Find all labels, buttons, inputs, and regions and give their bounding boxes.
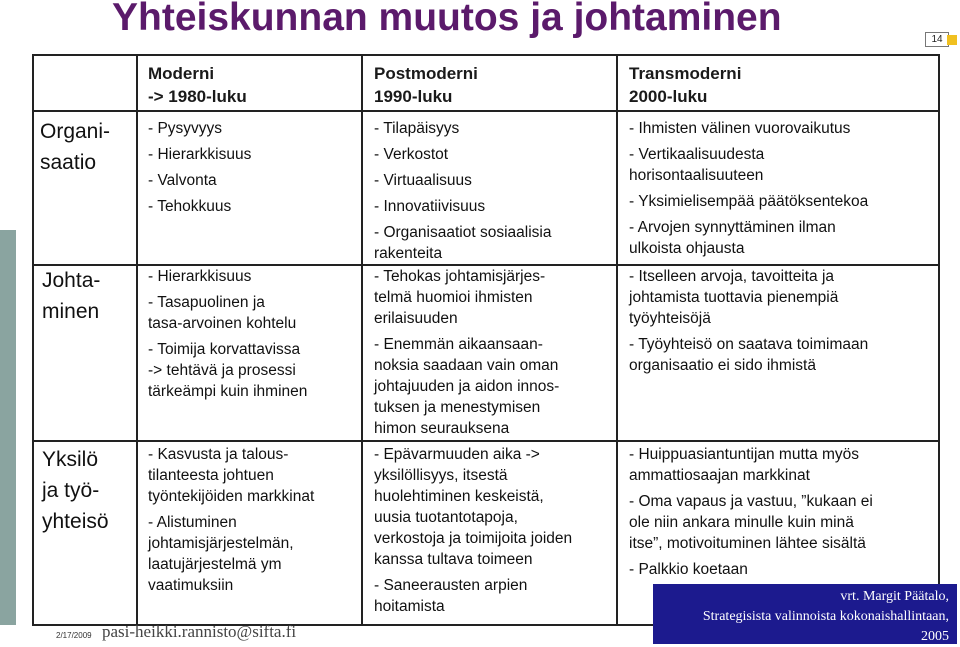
bullet-line: - Alistuminen [148,514,237,531]
bullet-line: himon seurauksena [374,420,510,437]
cell-johtaminen-postmoderni [374,266,614,439]
bullet-item [629,444,939,486]
bullet-line: - Organisaatiot sosiaalisia [374,224,552,241]
column-divider-2 [361,54,363,626]
bullet-line: - Arvojen synnyttäminen ilman [629,219,836,236]
footer-date: 2/17/2009 [56,631,92,640]
slide-title: Yhteiskunnan muutos ja johtaminen [112,0,782,39]
page-number: 14 [925,32,949,47]
credit-line-1: vrt. Margit Päätalo, [840,589,949,604]
row-header-yksilo: Yksilö ja työ- yhteisö [42,448,109,533]
bullet-item [629,118,939,139]
bullet-line: - Saneerausten arpien [374,577,528,594]
bullet-line: - Epävarmuuden aika -> [374,446,540,463]
bullet-line: tasa-arvoinen kohtelu [148,315,297,332]
bullet-line: johtamista tuottavia pienempiä [629,289,839,306]
bullet-item [148,292,358,334]
bullet-line: vaatimuksiin [148,577,234,594]
credit-line-3: 2005 [921,629,949,644]
bullet-line: - Itselleen arvoja, tavoitteita ja [629,268,835,285]
bullet-item [374,575,614,617]
bullet-line: organisaatio ei sido ihmistä [629,357,816,374]
bullet-line: noksia saadaan vain oman [374,357,559,374]
bullet-line: itse”, motivoituminen lähtee sisältä [629,535,866,552]
bullet-line: tilanteesta johtuen [148,467,274,484]
cell-yksilo-transmoderni [629,444,939,580]
bullet-item [148,118,358,139]
bullet-line: - Verkostot [374,146,449,163]
bullet-line: horisontaalisuuteen [629,167,764,184]
bullet-line: kanssa tultava toimeen [374,551,533,568]
bullet-line: - Tasapuolinen ja [148,294,265,311]
row-header-johtaminen: Johta- minen [42,269,101,323]
bullet-line: työyhteisöjä [629,310,711,327]
bullet-line: - Toimija korvattavissa [148,341,301,358]
column-header-transmoderni: Transmoderni 2000-luku [629,64,742,106]
bullet-line: - Työyhteisö on saatava toimimaan [629,336,869,353]
bullet-line: verkostoja ja toimijoita joiden [374,530,573,547]
bullet-line: telmä huomioi ihmisten [374,289,533,306]
bullet-line: - Innovatiivisuus [374,198,486,215]
bullet-line: työntekijöiden markkinat [148,488,315,505]
bullet-line: - Tehokkuus [148,198,232,215]
bullet-item [374,222,614,264]
bullet-item [374,334,614,439]
bullet-line: ole niin ankara minulle kuin minä [629,514,854,531]
bullet-item [374,170,614,191]
cell-organisaatio-transmoderni [629,118,939,259]
bullet-item [629,491,939,554]
bullet-line: - Hierarkkisuus [148,268,252,285]
bullet-item [374,266,614,329]
bullet-line: - Valvonta [148,172,217,189]
cell-yksilo-postmoderni [374,444,614,617]
left-decorative-band [0,230,16,625]
bullet-line: - Tehokas johtamisjärjes- [374,268,546,285]
header-divider [32,110,940,112]
cell-organisaatio-postmoderni [374,118,614,264]
bullet-item [148,196,358,217]
bullet-line: - Oma vapaus ja vastuu, ”kukaan ei [629,493,873,510]
bullet-line: - Palkkio koetaan [629,561,748,578]
cell-organisaatio-moderni [148,118,358,217]
bullet-item [629,334,939,376]
bullet-line: johtamisjärjestelmän, [148,535,294,552]
bullet-item [374,144,614,165]
bullet-line: uusia tuotantotapoja, [374,509,518,526]
bullet-line: - Vertikaalisuudesta [629,146,765,163]
bullet-item [148,512,358,596]
bullet-item [629,559,939,580]
bullet-line: - Yksimielisempää päätöksentekoa [629,193,869,210]
bullet-line: - Hierarkkisuus [148,146,252,163]
bullet-item [374,444,614,570]
bullet-item [629,191,939,212]
bullet-line: laatujärjestelmä ym [148,556,282,573]
bullet-item [629,144,939,186]
bullet-line: -> tehtävä ja prosessi [148,362,296,379]
bullet-line: huolehtiminen keskeistä, [374,488,544,505]
bullet-line: yksilöllisyys, itsestä [374,467,508,484]
bullet-line: tärkeämpi kuin ihminen [148,383,308,400]
bullet-line: hoitamista [374,598,445,615]
bullet-line: - Kasvusta ja talous- [148,446,289,463]
cell-yksilo-moderni [148,444,358,596]
bullet-line: tuksen ja menestymisen [374,399,541,416]
bullet-line: ulkoista ohjausta [629,240,745,257]
bullet-line: johtajuuden ja aidon innos- [374,378,560,395]
footer-email: pasi-heikki.rannisto@sifta.fi [102,622,297,641]
bullet-line: - Enemmän aikaansaan- [374,336,543,353]
bullet-item [629,217,939,259]
cell-johtaminen-moderni [148,266,358,402]
bullet-line: rakenteita [374,245,443,262]
bullet-line: - Huippuasiantuntijan mutta myös [629,446,860,463]
bullet-item [148,170,358,191]
row-header-organisaatio: Organi- saatio [40,120,111,174]
corner-decoration [947,35,957,45]
bullet-line: - Virtuaalisuus [374,172,472,189]
bullet-item [148,339,358,402]
credit-line-2: Strategisista valinnoista kokonaishallintaan, [702,609,949,624]
cell-johtaminen-transmoderni [629,266,939,376]
bullet-line: - Tilapäisyys [374,120,460,137]
bullet-item [148,266,358,287]
bullet-line: - Pysyvyys [148,120,223,137]
bullet-item [629,266,939,329]
bullet-item [374,118,614,139]
bullet-line: ammattiosaajan markkinat [629,467,810,484]
bullet-item [374,196,614,217]
bullet-item [148,444,358,507]
column-header-postmoderni: Postmoderni 1990-luku [374,64,478,106]
column-divider-3 [616,54,618,626]
row-divider-2 [32,440,940,442]
bullet-line: erilaisuuden [374,310,458,327]
bullet-line: - Ihmisten välinen vuorovaikutus [629,120,851,137]
credit-box [653,584,957,644]
column-header-moderni: Moderni -> 1980-luku [148,64,247,106]
bullet-item [148,144,358,165]
column-divider-1 [136,54,138,626]
